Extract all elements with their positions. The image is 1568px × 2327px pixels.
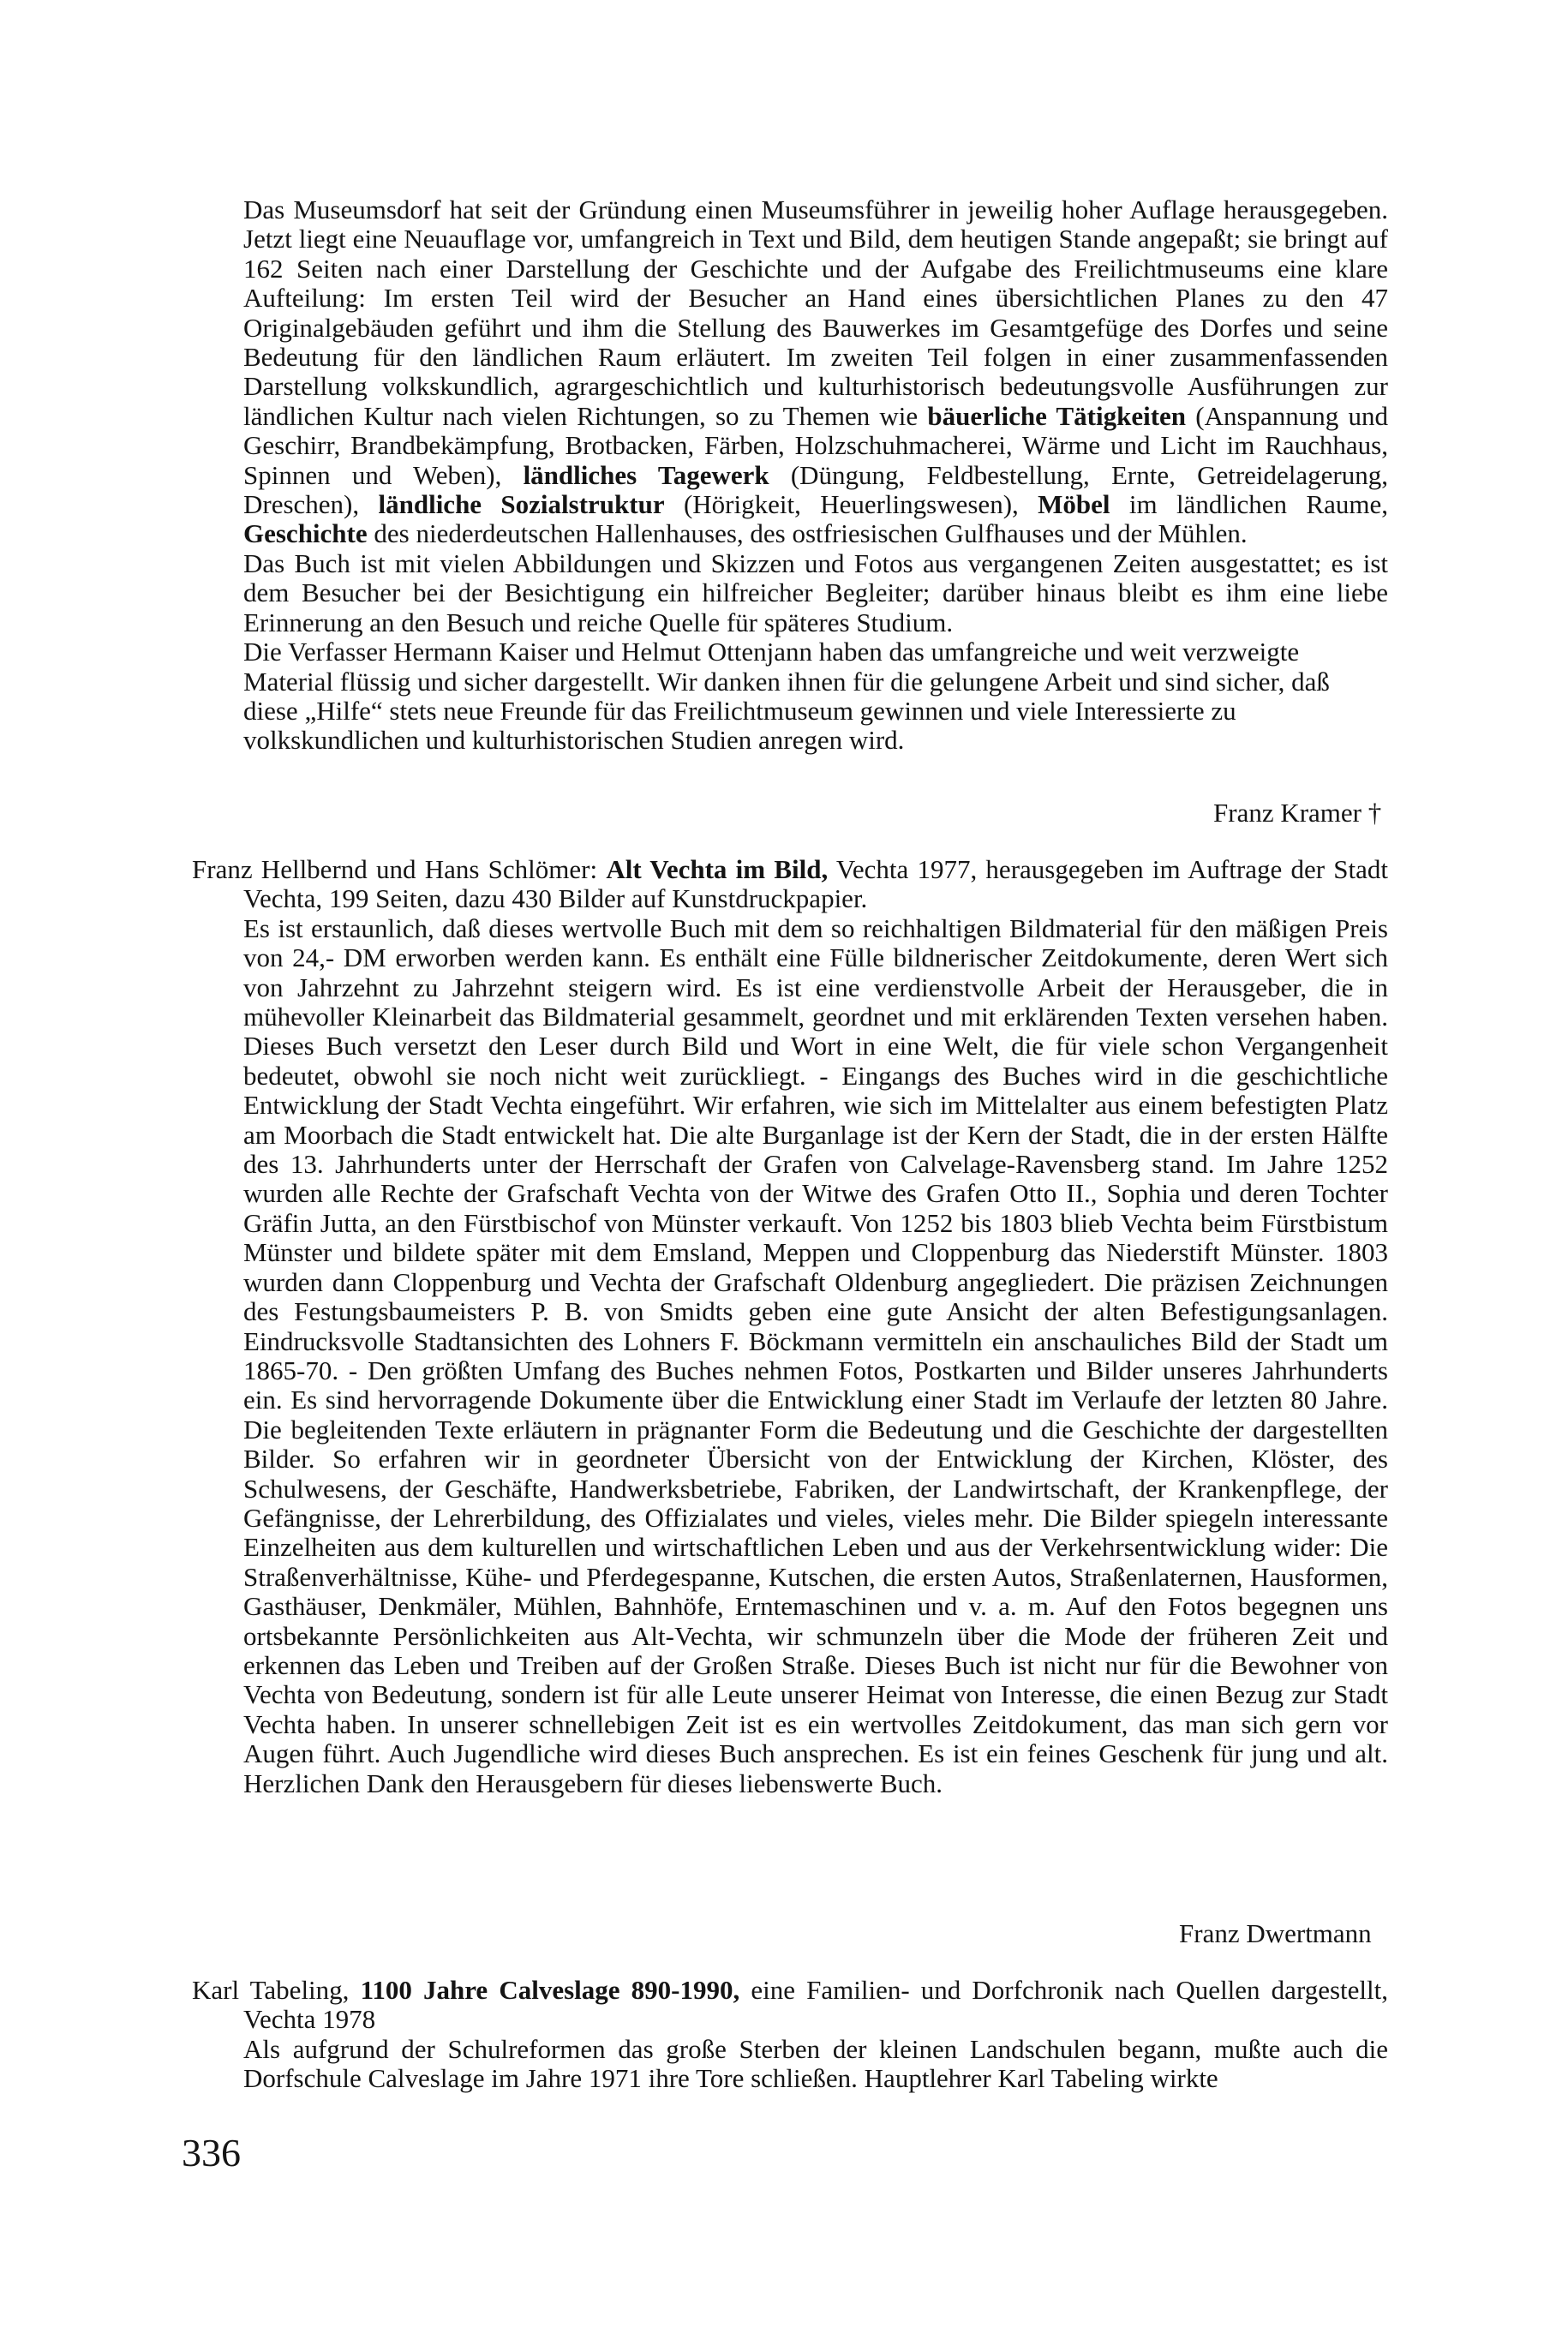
review-alt-vechta-signature: Franz Dwertmann xyxy=(1179,1918,1372,1948)
review-calveslage xyxy=(192,1976,1388,2094)
page-number: 336 xyxy=(182,2131,241,2174)
bold-term: ländliches Tagewerk xyxy=(523,459,769,490)
bold-term: Geschichte xyxy=(243,518,368,549)
text-run: Franz Hellbernd und Hans Schlömer: xyxy=(192,854,607,884)
bold-term: ländliche Sozialstruktur xyxy=(378,489,665,520)
text-run: eine Familien- und Dorfchronik nach Quellen dargestellt, Vechta 1978 xyxy=(243,1975,1388,2035)
text-run: Die Verfasser Hermann Kaiser und Helmut Ottenjann haben das umfangreiche und weit verzweigte Material flüssig und sicher dargestellt. Wir danken ihnen für die gelungene Arbeit und sind sicher, daß diese „Hilfe“ stets neue Freunde für das Freilichtmuseum gewinnen und viele Interessierte zu volkskundlichen und kulturhistorischen Studien anregen wird. xyxy=(243,637,1330,756)
text-run: Das Buch ist mit vielen Abbildungen und Skizzen und Fotos aus vergangenen Zeiten ausgestattet; es ist dem Besucher bei der Besichtigung ein hilfreicher Begleiter; darüber hinaus bleibt es ihm eine liebe Erinnerung an den Besuch und reiche Quelle für späteres Studium. xyxy=(243,547,1388,637)
review-museumsdorf-signature: Franz Kramer † xyxy=(1213,798,1382,828)
review-calveslage-heading xyxy=(192,1976,1388,2035)
text-run: Karl Tabeling, xyxy=(192,1975,361,2005)
bold-term: 1100 Jahre Calveslage 890-1990, xyxy=(360,1975,740,2005)
text-run: im ländlichen Raume, xyxy=(1110,489,1388,520)
review-museumsdorf-paragraph-1 xyxy=(243,195,1388,549)
text-run: des niederdeutschen Hallenhauses, des ostfriesischen Gulfhauses und der Mühlen. xyxy=(367,518,1248,549)
review-calveslage-body: Als aufgrund der Schulreformen das große Sterben der kleinen Landschulen begann, mußte auch die Dorfschule Calveslage im Jahre 1971 ihre Tore schließen. Hauptlehrer Karl Tabeling wirkte xyxy=(243,2033,1388,2094)
text-run: (Düngung, Feldbestellung, Ernte, Getreidelagerung, Dreschen), xyxy=(243,459,1389,520)
bold-term: bäuerliche Tätigkeiten xyxy=(927,400,1187,431)
review-museumsdorf-paragraph-3 xyxy=(243,637,1388,756)
review-alt-vechta-heading xyxy=(192,855,1388,914)
review-museumsdorf xyxy=(243,195,1388,756)
bold-term: Alt Vechta im Bild, xyxy=(606,854,829,884)
review-alt-vechta-body: Es ist erstaunlich, daß dieses wertvolle Buch mit dem so reichhaltigen Bildmaterial für den mäßigen Preis von 24,- DM erworben werden kann. Es enthält eine Fülle bildnerischer Zeitdokumente, deren Wert sich von Jahrzehnt zu Jahrzehnt steigern wird. Es ist eine verdienstvolle Arbeit der Herausgeber, die in mühevoller Kleinarbeit das Bildmaterial gesammelt, geordnet und mit erklärenden Texten versehen haben. Dieses Buch versetzt den Leser durch Bild und Wort in eine Welt, die für viele schon Vergangenheit bedeutet, obwohl sie noch nicht weit zurückliegt. - Eingangs des Buches wird in die geschichtliche Entwicklung der Stadt Vechta eingeführt. Wir erfahren, wie sich im Mittelalter aus einem befestigten Platz am Moorbach die Stadt entwickelt hat. Die alte Burganlage ist der Kern der Stadt, die in der ersten Hälfte des 13. Jahrhunderts unter der Herrschaft der Grafen von Calvelage-Ravensberg stand. Im Jahre 1252 wurden alle Rechte der Grafschaft Vechta von der Witwe des Grafen Otto II., Sophia und deren Tochter Gräfin Jutta, an den Fürstbischof von Münster verkauft. Von 1252 bis 1803 blieb Vechta beim Fürstbistum Münster und bildete später mit dem Emsland, Meppen und Cloppenburg das Niederstift Münster. 1803 wurden dann Cloppenburg und Vechta der Grafschaft Oldenburg angegliedert. Die präzisen Zeichnungen des Festungsbaumeisters P. B. von Smidts geben eine gute Ansicht der alten Befestigungsanlagen. Eindrucksvolle Stadtansichten des Lohners F. Böckmann vermitteln ein anschauliches Bild der Stadt um 1865-70. - Den größten Umfang des Buches nehmen Fotos, Postkarten und Bilder unseres Jahrhunderts ein. Es sind hervorragende Dokumente über die Entwicklung einer Stadt im Verlaufe der letzten 80 Jahre. Die begleitenden Texte erläutern in prägnanter Form die Bedeutung und die Geschichte der dargestellten Bilder. So erfahren wir in geordneter Übersicht von der Entwicklung der Kirchen, Klöster, des Schulwesens, der Geschäfte, Handwerksbetriebe, Fabriken, der Landwirtschaft, der Krankenpflege, der Gefängnisse, der Lehrerbildung, des Offizialates und vieles, vieles mehr. Die Bilder spiegeln interessante Einzelheiten aus dem kulturellen und wirtschaftlichen Leben und aus der Verkehrsentwicklung wider: Die Straßenverhältnisse, Kühe- und Pferdegespanne, Kutschen, die ersten Autos, Straßenlaternen, Hausformen, Gasthäuser, Denkmäler, Mühlen, Bahnhöfe, Erntemaschinen und v. a. m. Auf den Fotos begegnen uns ortsbekannte Persönlichkeiten aus Alt-Vechta, wir schmunzeln über die Mode der früheren Zeit und erkennen das Leben und Treiben auf der Großen Straße. Dieses Buch ist nicht nur für die Bewohner von Vechta von Bedeutung, sondern ist für alle Leute unserer Heimat von Interesse, die einen Bezug zur Stadt Vechta haben. In unserer schnellebigen Zeit ist es ein wertvolles Zeitdokument, das man sich gern vor Augen führt. Auch Jugendliche wird dieses Buch ansprechen. Es ist ein feines Geschenk für jung und alt. Herzlichen Dank den Herausgebern für dieses liebenswerte Buch. xyxy=(243,912,1388,1798)
text-run: (Anspannung und Geschirr, Brandbekämpfung, Brotbacken, Färben, Holzschuhmacherei, Wärme und Licht im Rauchhaus, Spinnen und Weben), xyxy=(243,400,1388,490)
text-run: Das Museumsdorf hat seit der Gründung einen Museumsführer in jeweilig hoher Auflage herausgegeben. Jetzt liegt eine Neuauflage vor, umfangreich in Text und Bild, dem heutigen Stande angepaßt; sie bringt auf 162 Seiten nach einer Darstellung der Geschichte und der Aufgabe des Freilichtmuseums eine klare Aufteilung: Im ersten Teil wird der Besucher an Hand eines übersichtlichen Planes zu den 47 Originalgebäuden geführt und ihm die Stellung des Bauwerkes im Gesamtgefüge des Dorfes und seine Bedeutung für den ländlichen Raum erläutert. Im zweiten Teil folgen in einer zusammenfassenden Darstellung volkskundlich, agrargeschichtlich und kulturhistorisch bedeutungsvolle Ausführungen zur ländlichen Kultur nach vielen Richtungen, so zu Themen wie xyxy=(243,194,1388,431)
review-alt-vechta xyxy=(192,855,1388,1798)
text-run: Vechta 1977, herausgegeben im Auftrage der Stadt Vechta, 199 Seiten, dazu 430 Bilder auf Kunstdruckpapier. xyxy=(243,854,1389,914)
bold-term: Möbel xyxy=(1038,489,1110,520)
text-run: (Hörigkeit, Heuerlingswesen), xyxy=(664,489,1038,520)
review-museumsdorf-paragraph-2 xyxy=(243,549,1388,637)
